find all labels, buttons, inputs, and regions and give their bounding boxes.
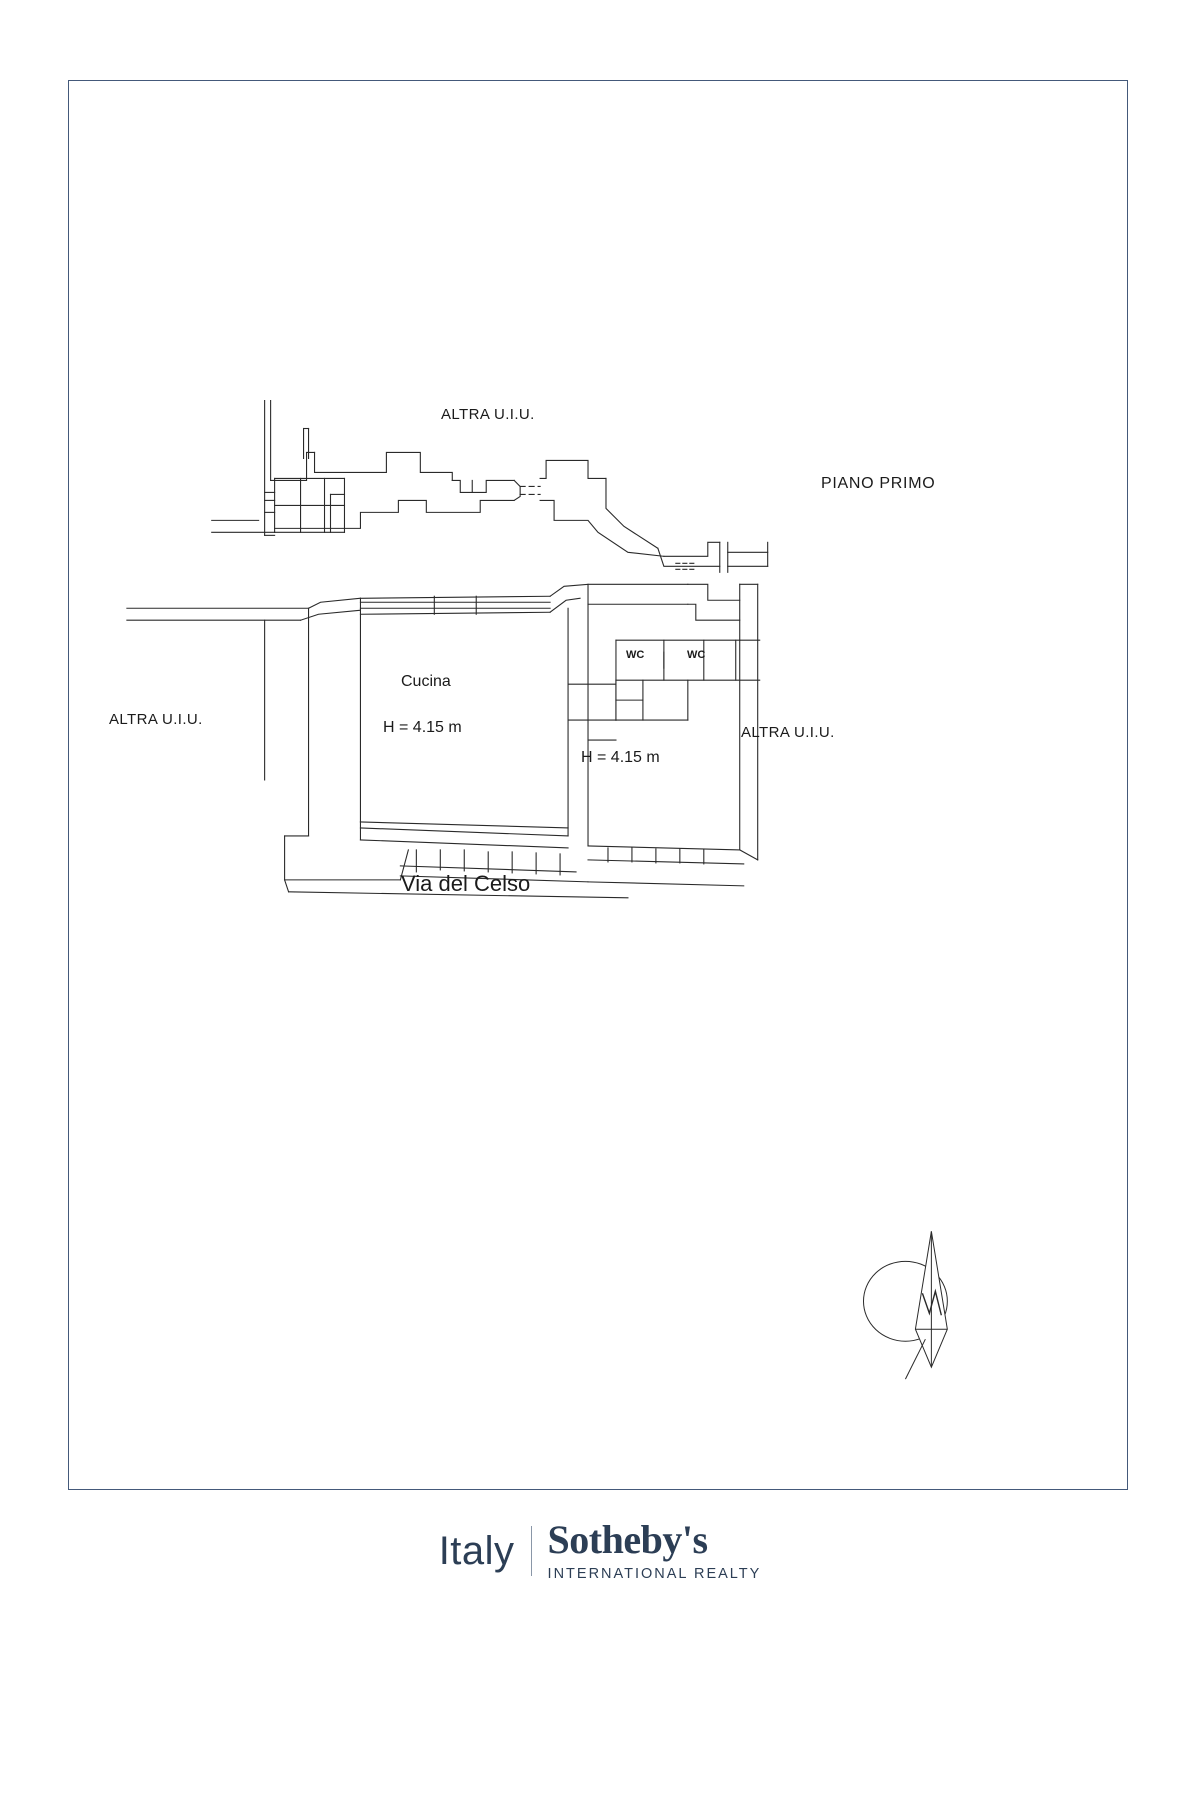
- brand-sothebys-group: [547, 1517, 762, 1582]
- footer-brand-block: [0, 1510, 1200, 1800]
- sothebys-logo: [438, 1517, 762, 1582]
- label-street-via-del-celso: Via del Celso: [401, 871, 531, 896]
- label-room-cucina: Cucina: [401, 673, 451, 690]
- label-piano-primo: PIANO PRIMO: [821, 475, 936, 492]
- brand-sothebys-text: Sotheby's: [547, 1517, 708, 1562]
- brand-italy-text: Italy: [438, 1528, 515, 1573]
- north-arrow-vector: [863, 1231, 947, 1379]
- label-room-height: H = 4.15 m: [581, 749, 660, 766]
- label-kitchen-height: H = 4.15 m: [383, 719, 462, 736]
- floor-plan-vector: [69, 81, 1127, 1489]
- label-altra-uiu-left: ALTRA U.I.U.: [109, 711, 203, 728]
- label-altra-uiu-right: ALTRA U.I.U.: [741, 724, 835, 741]
- brand-international-realty-text: INTERNATIONAL REALTY: [547, 1566, 762, 1582]
- label-wc-left: WC: [626, 649, 645, 661]
- floor-plan-drawing: [69, 81, 1127, 1489]
- label-wc-right: WC: [687, 649, 706, 661]
- floor-plan-frame: [68, 80, 1128, 1490]
- brand-divider: [531, 1526, 532, 1576]
- label-altra-uiu-top: ALTRA U.I.U.: [441, 406, 535, 423]
